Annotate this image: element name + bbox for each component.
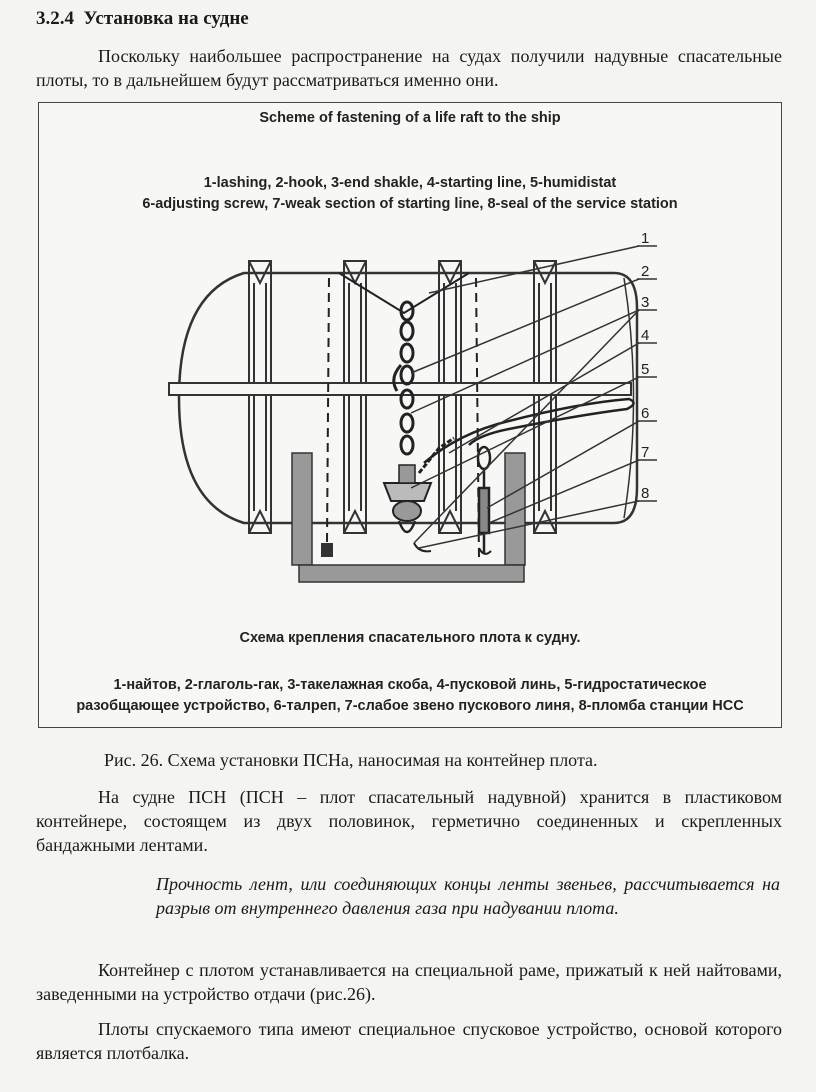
- figure-title-en: Scheme of fastening of a life raft to the ship: [259, 110, 561, 126]
- band-ring-1: [249, 261, 271, 533]
- lashing-dashed-left: [327, 278, 329, 543]
- callout-1: 1: [641, 230, 650, 247]
- section-title: Установка на судне: [83, 8, 249, 29]
- callout-7: 7: [641, 444, 650, 461]
- hydrostatic-cup: [393, 501, 421, 521]
- section-heading: [36, 8, 249, 30]
- paragraph-2: Контейнер с плотом устанавливается на специальной раме, прижатый к ней найтовами, заведенными на устройство отдачи (рис.26).: [36, 960, 782, 1004]
- figure-box: [38, 102, 782, 728]
- lashing-anchor: [321, 543, 333, 557]
- figure-title-ru: Схема крепления спасательного плота к судну.: [239, 630, 581, 646]
- callout-3: 3: [641, 294, 650, 311]
- paragraph-1: На судне ПСН (ПСН – плот спасательный надувной) хранится в пластиковом контейнере, состоящем из двух половинок, герметично соединенных и скрепленных бандажными лентами.: [36, 787, 782, 855]
- figure-legend-en-line1: 1-lashing, 2-hook, 3-end shakle, 4-starting line, 5-humidistat: [203, 175, 617, 191]
- callout-8: 8: [641, 485, 650, 502]
- figure-legend-ru-line1: 1-найтов, 2-глаголь-гак, 3-такелажная скоба, 4-пусковой линь, 5-гидростатическое: [113, 677, 707, 693]
- chain: [401, 302, 413, 454]
- intro-paragraph: Поскольку наибольшее распространение на судах получили надувные спасательные плоты, то в дальнейшем будут рассматриваться именно они.: [36, 46, 782, 90]
- callout-5: 5: [641, 361, 650, 378]
- band-ring-3: [439, 261, 461, 533]
- callout-2: 2: [641, 263, 650, 280]
- paragraph-3: Плоты спускаемого типа имеют специальное спусковое устройство, основой которого является плотбалка.: [36, 1019, 782, 1063]
- turnbuckle: [478, 447, 490, 553]
- figure-legend-ru-line2: разобщающее устройство, 6-талреп, 7-слабое звено пускового линя, 8-пломба станции НСС: [76, 698, 744, 714]
- band-ring-2: [344, 261, 366, 533]
- figure-legend-en-line2: 6-adjusting screw, 7-weak section of starting line, 8-seal of the service station: [142, 196, 678, 212]
- figure-caption: Рис. 26. Схема установки ПСНа, наносимая на контейнер плота.: [104, 750, 598, 770]
- italic-note: Прочность лент, или соединяющих концы ленты звеньев, рассчитывается на разрыв от внутреннего давления газа при надувании плота.: [156, 874, 780, 918]
- lashing-line: [339, 273, 469, 313]
- section-number: 3.2.4: [36, 8, 74, 29]
- callout-6: 6: [641, 405, 650, 422]
- callout-4: 4: [641, 327, 650, 344]
- hydrostatic-release: [384, 483, 431, 501]
